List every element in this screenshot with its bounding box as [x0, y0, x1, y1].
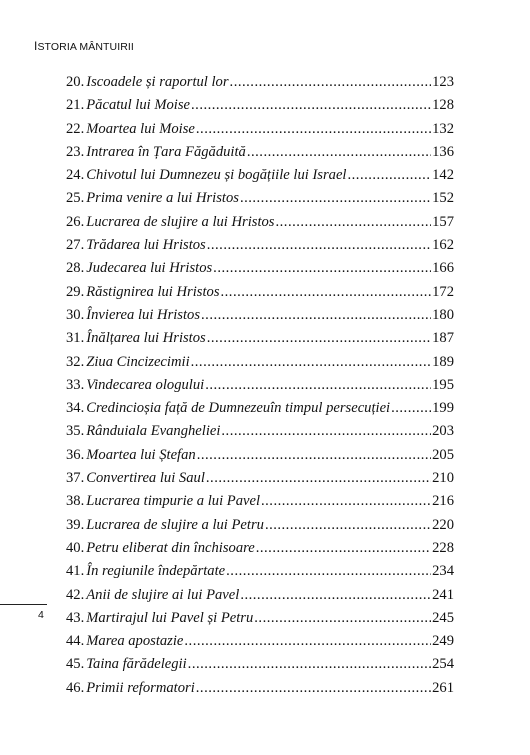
toc-entry-title: Păcatul lui Moise [86, 97, 191, 114]
toc-dot-leader [221, 281, 432, 304]
toc-entry-page: 199 [432, 400, 454, 417]
toc-entry-page: 189 [432, 353, 454, 370]
toc-entry-number: 34. [66, 400, 85, 417]
toc-entry-page: 245 [432, 609, 454, 626]
toc-entry-number: 30. [66, 306, 85, 323]
toc-entry-title: Înălțarea lui Hristos [86, 330, 206, 347]
toc-entry-number: 39. [66, 516, 85, 533]
toc-entry-page: 210 [432, 470, 454, 487]
toc-dot-leader [240, 584, 431, 607]
toc-entry-number: 36. [66, 446, 85, 463]
toc-entry-page: 241 [432, 586, 454, 603]
toc-entry[interactable] [66, 677, 454, 700]
toc-entry-number: 38. [66, 493, 85, 510]
toc-entry[interactable] [66, 211, 454, 234]
toc-entry-number: 43. [66, 609, 85, 626]
toc-dot-leader [391, 397, 431, 420]
toc-dot-leader [226, 560, 431, 583]
toc-entry[interactable] [66, 374, 454, 397]
toc-entry-title: Ziua Cincizecimii [86, 353, 190, 370]
toc-entry-title: Intrarea în Țara Făgăduită [86, 143, 246, 160]
toc-dot-leader [230, 71, 432, 94]
toc-entry-number: 24. [66, 167, 85, 184]
toc-entry-page: 195 [432, 376, 454, 393]
toc-entry[interactable] [66, 164, 454, 187]
toc-dot-leader [256, 537, 431, 560]
toc-entry[interactable] [66, 514, 454, 537]
toc-dot-leader [348, 164, 432, 187]
toc-entry-page: 228 [432, 539, 454, 556]
toc-entry-page: 261 [432, 679, 454, 696]
toc-entry[interactable] [66, 234, 454, 257]
toc-entry-title: Chivotul lui Dumnezeu și bogățiile lui Israel [86, 167, 347, 184]
toc-entry[interactable] [66, 141, 454, 164]
toc-entry[interactable] [66, 630, 454, 653]
toc-entry-page: 152 [432, 190, 454, 207]
toc-entry-number: 44. [66, 633, 85, 650]
toc-entry-page: 254 [432, 656, 454, 673]
toc-dot-leader [191, 94, 431, 117]
toc-entry-title: În regiunile îndepărtate [86, 563, 226, 580]
toc-entry-title: Prima venire a lui Hristos [86, 190, 239, 207]
toc-dot-leader [240, 187, 431, 210]
running-head: ISTORIA MÂNTUIRII [34, 39, 134, 53]
toc-entry-page: 136 [432, 143, 454, 160]
toc-entry-page: 166 [432, 260, 454, 277]
toc-entry-number: 23. [66, 143, 85, 160]
toc-entry-number: 28. [66, 260, 85, 277]
toc-entry-title: Marea apostazie [86, 633, 184, 650]
toc-entry-title: Martirajul lui Pavel și Petru [86, 609, 254, 626]
toc-entry[interactable] [66, 397, 454, 420]
toc-entry[interactable] [66, 584, 454, 607]
toc-entry-title: Lucrarea de slujire a lui Hristos [86, 213, 275, 230]
toc-entry[interactable] [66, 327, 454, 350]
toc-entry-number: 32. [66, 353, 85, 370]
toc-entry-number: 26. [66, 213, 85, 230]
toc-entry-title: Taina fărădelegii [86, 656, 187, 673]
toc-entry-title: Judecarea lui Hristos [86, 260, 213, 277]
toc-entry[interactable] [66, 257, 454, 280]
toc-entry-number: 25. [66, 190, 85, 207]
toc-entry-title: Convertirea lui Saul [86, 470, 205, 487]
toc-entry-title: Petru eliberat din închisoare [86, 539, 255, 556]
toc-entry[interactable] [66, 71, 454, 94]
toc-entry[interactable] [66, 653, 454, 676]
toc-entry-page: 162 [432, 237, 454, 254]
toc-dot-leader [206, 467, 431, 490]
toc-dot-leader [196, 677, 431, 700]
toc-entry[interactable] [66, 467, 454, 490]
toc-entry[interactable] [66, 607, 454, 630]
toc-entry-number: 22. [66, 120, 85, 137]
toc-dot-leader [205, 374, 431, 397]
toc-entry-title: Lucrarea timpurie a lui Pavel [86, 493, 260, 510]
toc-entry-title: Moartea lui Moise [86, 120, 195, 137]
toc-entry-page: 203 [432, 423, 454, 440]
toc-entry[interactable] [66, 94, 454, 117]
toc-entry-number: 31. [66, 330, 85, 347]
toc-entry[interactable] [66, 560, 454, 583]
toc-entry-title: Credincioșia față de Dumnezeuîn timpul persecuției [86, 400, 391, 417]
toc-dot-leader [254, 607, 431, 630]
toc-dot-leader [213, 257, 431, 280]
toc-entry-title: Anii de slujire ai lui Pavel [86, 586, 240, 603]
toc-entry-page: 142 [432, 167, 454, 184]
toc-entry[interactable] [66, 281, 454, 304]
toc-dot-leader [221, 420, 431, 443]
page-number: 4 [38, 609, 44, 621]
toc-dot-leader [191, 351, 431, 374]
toc-entry[interactable] [66, 537, 454, 560]
toc-entry-page: 205 [432, 446, 454, 463]
toc-dot-leader [196, 118, 431, 141]
toc-entry-number: 37. [66, 470, 85, 487]
toc-entry-title: Învierea lui Hristos [86, 306, 201, 323]
toc-entry-page: 172 [432, 283, 454, 300]
toc-entry-number: 20. [66, 74, 85, 90]
toc-entry-title: Iscoadele și raportul lor [86, 74, 229, 90]
toc-entry-title: Trădarea lui Hristos [86, 237, 206, 254]
toc-entry-page: 234 [432, 563, 454, 580]
toc-entry-number: 40. [66, 539, 85, 556]
toc-entry-number: 46. [66, 679, 85, 696]
toc-entry-number: 29. [66, 283, 85, 300]
toc-entry-title: Vindecarea ologului [86, 376, 205, 393]
toc-dot-leader [184, 630, 431, 653]
toc-entry-number: 33. [66, 376, 85, 393]
toc-entry-title: Răstignirea lui Hristos [86, 283, 220, 300]
toc-dot-leader [207, 327, 431, 350]
margin-rule [0, 604, 47, 605]
toc-entry-page: 128 [432, 97, 454, 114]
toc-entry-number: 42. [66, 586, 85, 603]
toc-dot-leader [247, 141, 431, 164]
toc-entry-number: 35. [66, 423, 85, 440]
toc-entry-page: 216 [432, 493, 454, 510]
toc-entry-page: 249 [432, 633, 454, 650]
toc-dot-leader [276, 211, 432, 234]
toc-entry-page: 123 [432, 74, 454, 90]
toc-entry-number: 21. [66, 97, 85, 114]
toc-dot-leader [261, 490, 431, 513]
toc-dot-leader [201, 304, 431, 327]
toc-dot-leader [207, 234, 431, 257]
toc-entry-number: 27. [66, 237, 85, 254]
toc-entry-title: Moartea lui Ștefan [86, 446, 196, 463]
toc-entry-number: 45. [66, 656, 85, 673]
toc-entry-title: Primii reformatori [86, 679, 195, 696]
toc-entry[interactable] [66, 420, 454, 443]
toc-entry-page: 180 [432, 306, 454, 323]
toc-entry[interactable] [66, 118, 454, 141]
toc-entry-title: Lucrarea de slujire a lui Petru [86, 516, 264, 533]
toc-dot-leader [188, 653, 431, 676]
toc-dot-leader [265, 514, 431, 537]
toc-entry[interactable] [66, 304, 454, 327]
toc-entry[interactable] [66, 444, 454, 467]
toc-entry-number: 41. [66, 563, 85, 580]
toc-entry-page: 132 [432, 120, 454, 137]
toc-entry[interactable] [66, 187, 454, 210]
table-of-contents [66, 71, 454, 700]
toc-dot-leader [197, 444, 431, 467]
toc-entry-title: Rânduiala Evangheliei [86, 423, 221, 440]
toc-entry-page: 220 [432, 516, 454, 533]
toc-entry-page: 187 [432, 330, 454, 347]
toc-entry[interactable] [66, 490, 454, 513]
toc-entry-page: 157 [432, 213, 454, 230]
toc-entry[interactable] [66, 351, 454, 374]
